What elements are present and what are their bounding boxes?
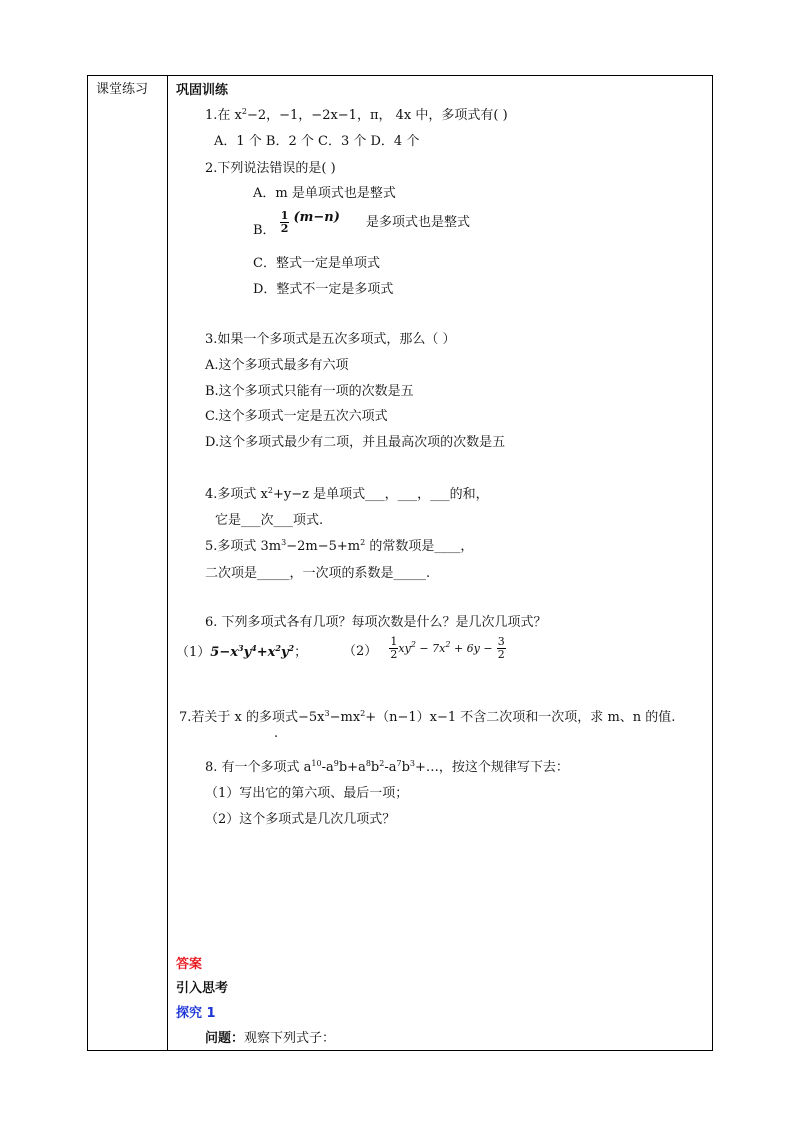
q7-text: 7.若关于 x 的多项式$-5x^3-mx^2+(n-1)x-1$ 不含二次项和一次项，求 m、n 的值. bbox=[179, 709, 676, 725]
q2-option-a: A．m 是单项式也是整式 bbox=[253, 186, 396, 201]
q4-line2: 它是___次___项式. bbox=[215, 513, 324, 528]
q4-line1: 4.多项式 $x^2+y-z$ 是单项式___，___，___的和， bbox=[205, 486, 489, 502]
question-label: 问题： bbox=[205, 1031, 245, 1046]
question-line bbox=[205, 1027, 335, 1046]
q2-stem: 2.下列说法错误的是( ) bbox=[205, 161, 336, 176]
column-divider bbox=[167, 75, 168, 1051]
q1-options: A．1 个 B．2 个 C．3 个 D．4 个 bbox=[214, 134, 420, 149]
section-title: 巩固训练 bbox=[176, 83, 229, 98]
q2-option-b: B． $\frac{1}{2}$ (m−n) 是多项式也是整式 bbox=[253, 209, 471, 238]
q3-option-d: D.这个多项式最少有二项，并且最高次项的次数是五 bbox=[205, 435, 506, 450]
q6-part1: $(1)5-x^3y^4+x^2y^2$； bbox=[176, 643, 308, 660]
q1-stem: 1.在 $x^2-2$，−1，−2x−1，π， 4x 中，多项式有( ) bbox=[205, 107, 508, 123]
answer-heading: 答案 bbox=[176, 957, 203, 972]
q3-option-c: C.这个多项式一定是五次六项式 bbox=[205, 409, 388, 424]
q8-stem: 8. 有一个多项式 $a^{10}-a^9b+a^8b^2-a^7b^3+\dots$，按这个规律写下去： bbox=[205, 759, 569, 775]
q3-option-a: A.这个多项式最多有六项 bbox=[205, 358, 349, 373]
q2-option-d: D．整式不一定是多项式 bbox=[253, 282, 394, 297]
q8-sub2: （2）这个多项式是几次几项式？ bbox=[205, 812, 396, 827]
q3-option-b: B.这个多项式只能有一项的次数是五 bbox=[205, 384, 414, 399]
q2-fraction: $\frac{1}{2}$ bbox=[280, 209, 289, 235]
q5-line2: 二次项是_____，一次项的系数是_____. bbox=[205, 566, 431, 581]
explore-heading: 探究 1 bbox=[176, 1006, 216, 1021]
q7-dot: . bbox=[274, 726, 279, 741]
q3-stem: 3.如果一个多项式是五次多项式，那么（ ） bbox=[205, 332, 456, 347]
q6-stem: 6. 下列多项式各有几项？每项次数是什么？是几次几项式？ bbox=[205, 615, 547, 630]
q5-line1: 5.多项式 $3m^3-2m-5+m^2$ 的常数项是____， bbox=[205, 538, 474, 554]
question-text: 观察下列式子： bbox=[244, 1031, 336, 1046]
left-column-label: 课堂练习 bbox=[96, 82, 149, 97]
q8-sub1: （1）写出它的第六项、最后一项； bbox=[205, 786, 409, 801]
q2-option-c: C．整式一定是单项式 bbox=[253, 256, 380, 271]
q6-part2: （2） $\frac{1}{2}$ $xy^2 - 7x^2 + 6y$ − $\frac{3}{2}$ bbox=[343, 635, 505, 661]
intro-heading: 引入思考 bbox=[176, 981, 229, 996]
